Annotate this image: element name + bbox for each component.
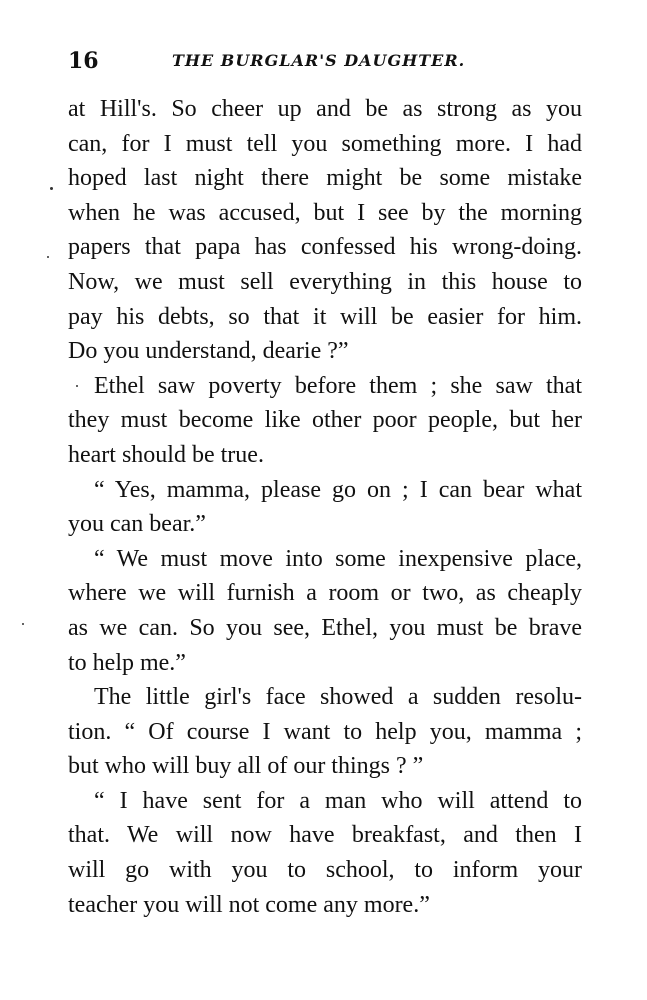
page-number: 16: [68, 48, 99, 74]
text-line: they must become like other poor people, but her: [68, 407, 582, 434]
scan-speck: [50, 187, 53, 190]
text-line: Now, we must sell everything in this house to: [68, 268, 582, 295]
text-line: heart should be true.: [68, 441, 264, 468]
running-title: THE BURGLAR'S DAUGHTER.: [172, 51, 466, 70]
text-line: can, for I must tell you something more. I had: [68, 130, 582, 157]
text-line: as we can. So you see, Ethel, you must be brave: [68, 614, 582, 641]
text-line: that. We will now have breakfast, and then I: [68, 822, 582, 849]
scan-speck: [47, 256, 49, 258]
text-line: at Hill's. So cheer up and be as strong as you: [68, 96, 582, 122]
text-line: pay his debts, so that it will be easier for him.: [68, 303, 582, 330]
text-line: hoped last night there might be some mistake: [68, 165, 582, 192]
paragraph-start-line: The little girl's face showed a sudden resolu-: [94, 684, 582, 711]
text-line: but who will buy all of our things ? ”: [68, 753, 424, 780]
paragraph-start-line: “ Yes, mamma, please go on ; I can bear what: [94, 476, 582, 503]
scan-speck: [76, 385, 78, 387]
text-line: you can bear.”: [68, 511, 206, 538]
text-line: when he was accused, but I see by the morning: [68, 199, 582, 226]
page-header: [68, 44, 583, 80]
paragraph-start-line: Ethel saw poverty before them ; she saw that: [94, 372, 582, 399]
paragraph-start-line: “ We must move into some inexpensive place,: [94, 545, 582, 572]
text-line: teacher you will not come any more.”: [68, 891, 430, 918]
page-body: [68, 92, 582, 922]
text-line: will go with you to school, to inform your: [68, 857, 582, 884]
text-line: Do you understand, dearie ?”: [68, 338, 349, 365]
text-line: tion. “ Of course I want to help you, mamma ;: [68, 718, 582, 745]
text-line: papers that papa has confessed his wrong-doing.: [68, 234, 582, 261]
paragraph-start-line: “ I have sent for a man who will attend to: [94, 787, 582, 814]
text-line: to help me.”: [68, 649, 186, 676]
scan-speck: [22, 623, 24, 625]
text-line: where we will furnish a room or two, as cheaply: [68, 580, 582, 607]
